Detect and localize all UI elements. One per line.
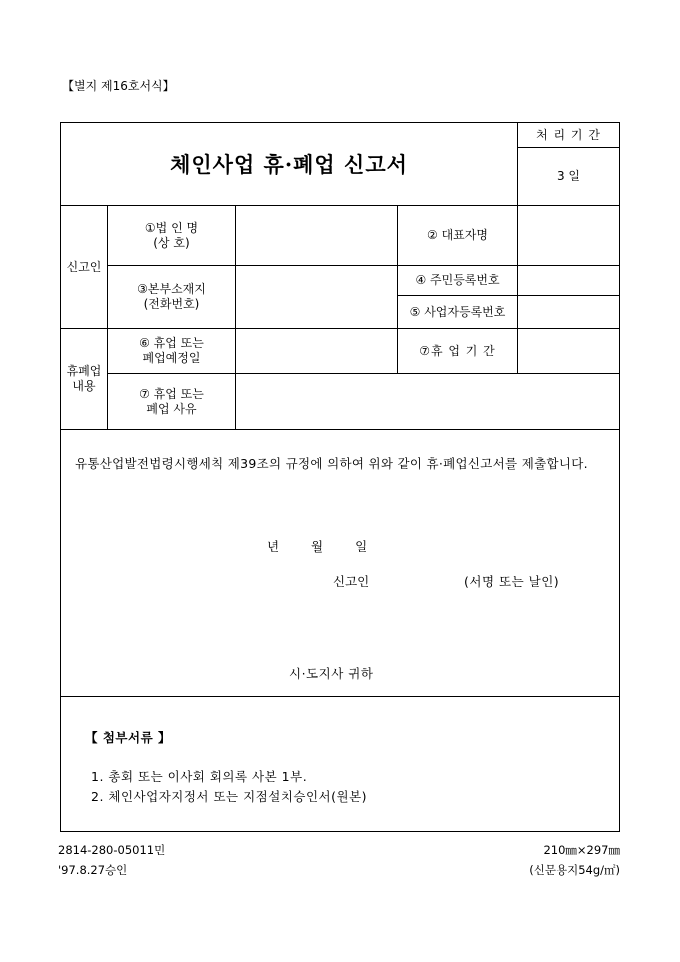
resident-no-label: ④ 주민등록번호	[415, 273, 500, 287]
processing-period-header: 처 리 기 간	[536, 127, 601, 142]
paper-size: 210㎜×297㎜	[543, 843, 620, 857]
closure-section-label: 휴폐업 내용	[66, 364, 102, 393]
approval-date: '97.8.27승인	[58, 863, 128, 877]
form-number-label: 【별지 제16호서식】	[62, 79, 175, 93]
date-line	[267, 537, 367, 555]
business-reg-no-label: ⑤ 사업자등록번호	[409, 304, 506, 319]
reporter-section-label: 신고인	[66, 259, 102, 274]
closure-period-label: ⑦휴 업 기 간	[419, 343, 496, 358]
attachments-title: 【 첨부서류 】	[85, 730, 172, 745]
form-title: 체인사업 휴·폐업 신고서	[170, 152, 408, 177]
signature-note: (서명 또는 날인)	[464, 574, 560, 589]
addressee: 시·도지사 귀하	[289, 666, 374, 681]
declaration-text: 유통산업발전법령시행세칙 제39조의 규정에 의하여 위와 같이 휴·폐업신고서를 제출합니다.	[75, 456, 588, 471]
processing-period-value: 3 일	[556, 169, 581, 183]
date-day-label: 일	[355, 539, 368, 554]
rep-name-label: ② 대표자명	[427, 228, 488, 242]
attachment-item: 1. 총회 또는 이사회 회의록 사본 1부.	[91, 769, 308, 784]
rule	[235, 205, 236, 429]
attachments-list	[91, 767, 367, 807]
signer-label: 신고인	[333, 574, 370, 589]
rule	[61, 696, 619, 697]
rule	[517, 205, 518, 373]
date-year-label: 년	[267, 539, 280, 554]
closure-reason-label: ⑦ 휴업 또는 폐업 사유	[139, 386, 204, 416]
hq-location-label: ③본부소재지 (전화번호)	[137, 282, 206, 311]
rule	[61, 429, 619, 430]
date-month-label: 월	[311, 539, 324, 554]
paper-type: (신문용지54g/㎡)	[529, 863, 620, 877]
report-form	[60, 122, 620, 832]
form-code: 2814-280-05011민	[58, 843, 166, 857]
attachment-item: 2. 체인사업자지정서 또는 지점설치승인서(원본)	[91, 789, 368, 804]
corp-name-label: ①법 인 명 (상 호)	[144, 220, 199, 250]
scheduled-date-label: ⑥ 휴업 또는 폐업예정일	[139, 336, 204, 365]
